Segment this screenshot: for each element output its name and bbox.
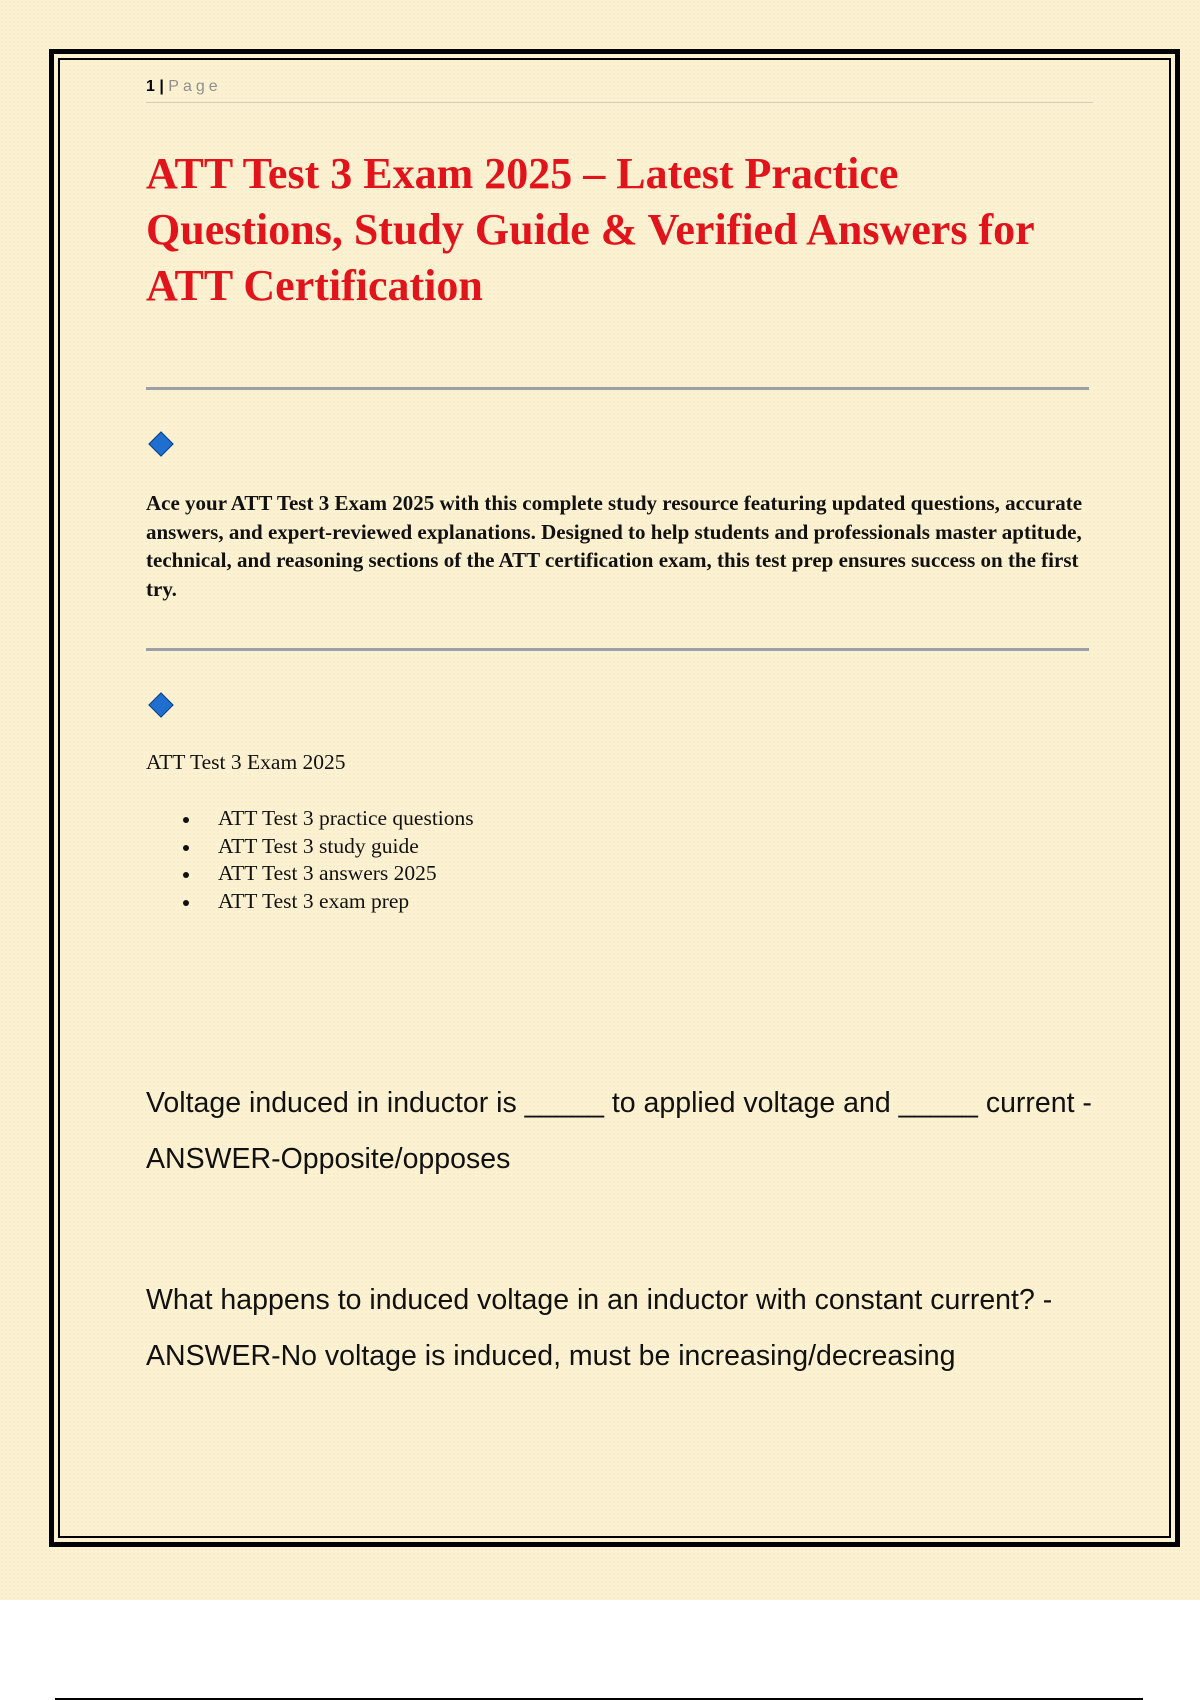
list-item: ATT Test 3 exam prep bbox=[146, 888, 474, 916]
page-separator: | bbox=[159, 78, 164, 95]
document-title: ATT Test 3 Exam 2025 – Latest Practice Questions, Study Guide & Verified Answers for ATT Certification bbox=[146, 149, 1034, 310]
list-item: ATT Test 3 study guide bbox=[146, 833, 474, 861]
list-item: ATT Test 3 practice questions bbox=[146, 805, 474, 833]
horizontal-rule bbox=[146, 648, 1089, 651]
page-word: Page bbox=[168, 78, 222, 95]
keyword-list bbox=[146, 805, 474, 915]
keyword-list-heading: ATT Test 3 Exam 2025 bbox=[146, 750, 346, 774]
horizontal-rule bbox=[146, 387, 1089, 390]
question-answer-1: Voltage induced in inductor is _____ to applied voltage and _____ current - ANSWER-Opposite/opposes bbox=[146, 1087, 1092, 1175]
page-header bbox=[146, 74, 1093, 103]
list-item: ATT Test 3 answers 2025 bbox=[146, 860, 474, 888]
question-answer-2: What happens to induced voltage in an inductor with constant current? - ANSWER-No voltage is induced, must be increasing/decreasing bbox=[146, 1284, 1053, 1372]
intro-paragraph: Ace your ATT Test 3 Exam 2025 with this complete study resource featuring updated questions, accurate answers, and expert-reviewed explanations. Designed to help students and professionals master aptitude, technical, and reasoning sections of the ATT certification exam, this test prep ensures success on the first try. bbox=[146, 491, 1083, 601]
page-number: 1 bbox=[146, 78, 155, 95]
